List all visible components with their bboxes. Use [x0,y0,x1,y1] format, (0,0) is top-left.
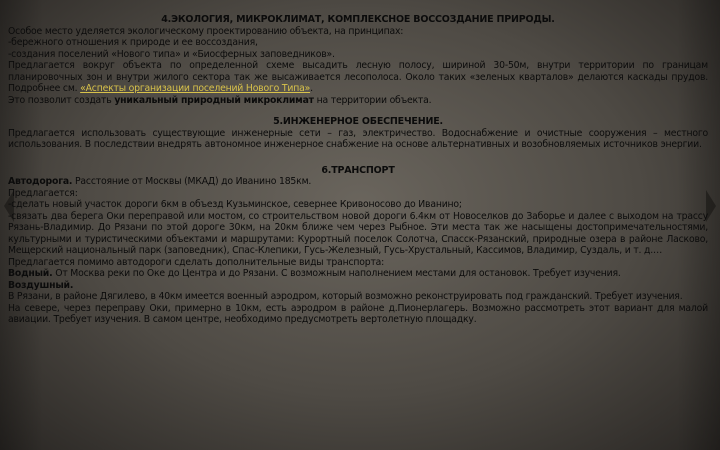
spacer [8,151,708,165]
section4-line-2: -бережного отношения к природе и ее воссоздания, [8,37,258,48]
section4-para-text: Предлагается вокруг объекта по определенной схеме высадить лесную полосу, шириной 30-50м, внутри территории по границам планировочных зон и внутри жилого сектора так же высаживается лесополоса. Около таких «зеленых кварталов» делаются каскады прудов. Подробнее см. [8,60,708,94]
section4-final-bold: уникальный природный микроклимат [114,94,314,106]
section4-para-end: . [310,83,313,94]
auto-text: Расстояние от Москвы (МКАД) до Иванино 185км. [72,176,312,187]
section5-heading: 5.ИНЖЕНЕРНОЕ ОБЕСПЕЧЕНИЕ. [273,116,443,127]
section4-final-prefix: Это позволит создать [8,94,115,106]
road-item-2: -связать два берега Оки переправой или мостом, со строительством новой дороги 6.4км от Новоселков до Заборье и далее с выходом на трассу Рязань-Владимир. До Рязани по этой дороге 30км, на 20км ближе чем через Рыбное. Эти места так же насыщены достопримечательностями, культурными и туристическими объектами и маршрутами: Курортный поселок Солотча, Спасск-Рязанский, природные озера в районе Ласково, Мещерский национальный парк (заповедник), Спас-Клепики, Гусь-Железный, Гусь-Хрустальный, Кассимов, Владимир, Суздаль, и т. д.… [8,210,708,256]
section5-text: Предлагается использовать существующие инженерные сети – газ, электричество. Водоснабжение и очистные сооружения – местного использования. В последствии внедрять автономное инженерное снабжение на основе альтернативных и возобновляемых источников энергии. [8,127,708,150]
section4-line-1: Особое место уделяется экологическому проектированию объекта, на принципах: [8,25,404,37]
water-label: Водный. [8,268,53,279]
spacer [8,106,708,116]
road-item-1: -сделать новый участок дороги 6км в объезд Кузьминское, севернее Кривоносово до Иванино; [8,199,462,210]
auto-label: Автодорога. [8,176,73,187]
other-modes-line: Предлагается помимо автодороги сделать дополнительные виды транспорта: [8,256,385,268]
slide-content [8,14,708,326]
proposed-line: Предлагается: [8,187,78,199]
section4-heading: 4.ЭКОЛОГИЯ, МИКРОКЛИМАТ, КОМПЛЕКСНОЕ ВОССОЗДАНИЕ ПРИРОДЫ. [161,14,555,25]
auto-line [8,176,708,188]
air-text-1: В Рязани, в районе Дягилево, в 40км имеется военный аэродром, который возможно реконструировать под гражданский. Требует изучения. [8,291,683,302]
water-text: От Москва реки по Оке до Центра и до Рязани. С возможным наполнением местами для остановок. Требует изучения. [52,268,621,279]
section4-paragraph [8,60,708,95]
section4-final-suffix: на территории объекта. [313,94,432,106]
water-paragraph [8,268,708,280]
air-text-2: На севере, через переправу Оки, примерно в 10км, есть аэродром в районе д.Пионерлагерь. Возможно рассмотреть этот вариант для малой авиации. Требует изучения. В самом центре, необходимо предусмотреть вертолетную площадку. [8,302,708,325]
section4-line-3: -создания поселений «Нового типа» и «Биосферных заповедников». [8,48,335,60]
aspects-link[interactable]: «Аспекты организации поселений Нового Типа» [80,83,311,94]
air-label: Воздушный. [8,279,74,291]
section6-heading: 6.ТРАНСПОРТ [321,164,395,176]
section4-final [8,95,708,107]
